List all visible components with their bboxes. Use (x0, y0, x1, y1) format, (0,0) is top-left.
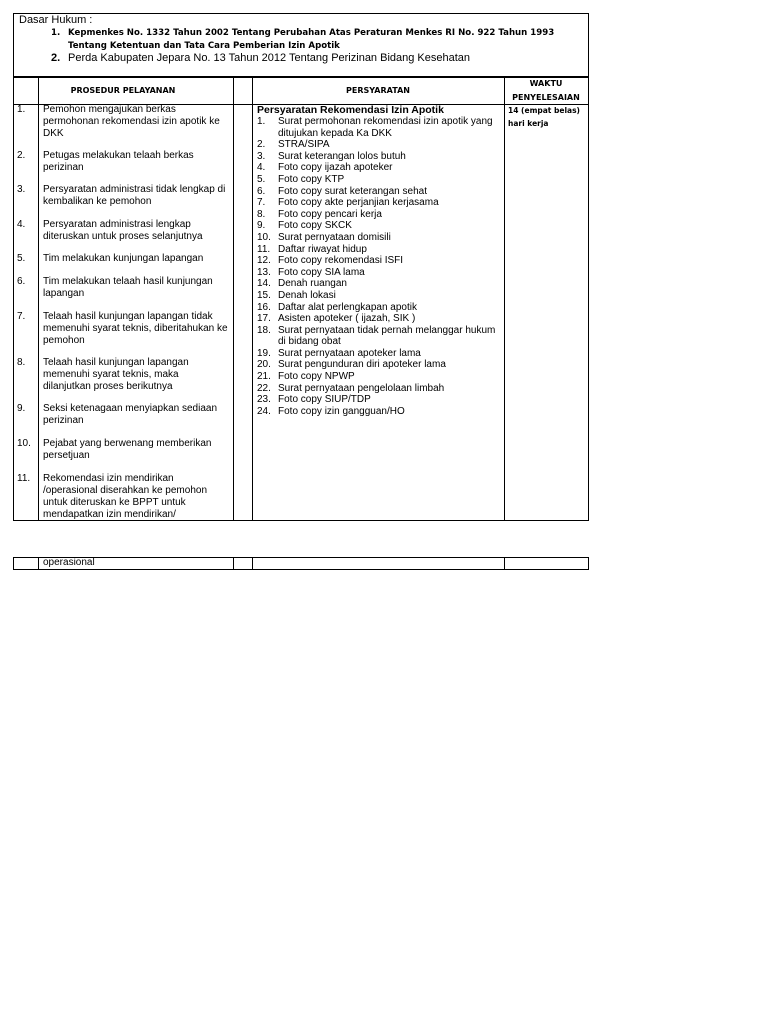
requirement-item (257, 325, 505, 348)
requirement-text: Asisten apoteker ( ijazah, SIK ) (278, 313, 416, 325)
requirement-item (257, 302, 505, 314)
requirement-text: Denah lokasi (278, 289, 336, 301)
requirement-number: 23. (257, 394, 271, 406)
requirement-number: 13. (257, 266, 271, 278)
requirement-number: 11. (257, 243, 271, 255)
requirement-item (257, 267, 505, 279)
table-border (588, 77, 589, 521)
step-text: Rekomendasi izin mendirikan /operasional diserahkan ke pemohon untuk diteruskan ke BPPT untuk mendapatkan izin mendirikan/ (43, 473, 207, 520)
table-border (252, 77, 253, 521)
table-border (13, 77, 14, 521)
step-number: 8. (17, 357, 26, 368)
step-text: Pejabat yang berwenang memberikan persetjuan (43, 438, 212, 461)
step-number: 4. (17, 219, 26, 230)
requirement-number: 6. (257, 185, 266, 197)
requirement-number: 18. (257, 324, 271, 336)
requirement-number: 3. (257, 150, 266, 162)
legal-basis-text: Kepmenkes No. 1332 Tahun 2002 Tentang Perubahan Atas Peraturan Menkes RI No. 922 Tahun 1993 Tentang Ketentuan dan Tata Cara Pemberian Izin Apotik (68, 28, 555, 51)
requirement-number: 4. (257, 162, 266, 174)
requirement-number: 19. (257, 347, 271, 359)
step-text: Persyaratan administrasi lengkap diteruskan untuk proses selanjutnya (43, 219, 203, 242)
requirement-text: Daftar alat perlengkapan apotik (278, 301, 417, 313)
completion-time: 14 (empat belas) hari kerja (508, 106, 580, 128)
requirement-item (257, 139, 505, 151)
requirement-text: Foto copy KTP (278, 173, 345, 185)
requirement-item (257, 255, 505, 267)
legal-basis-number: 1. (51, 28, 61, 38)
requirement-text: Surat keterangan lolos butuh (278, 150, 406, 162)
requirement-text: Surat permohonan rekomendasi izin apotik yang ditujukan kepada Ka DKK (278, 116, 493, 139)
requirement-number: 14. (257, 278, 271, 290)
requirement-text: Foto copy izin gangguan/HO (278, 405, 405, 417)
table-border (13, 569, 589, 570)
requirement-text: Surat pernyataan tidak pernah melanggar hukum di bidang obat (278, 324, 496, 348)
requirement-text: Foto copy NPWP (278, 371, 355, 383)
step-text: Telaah hasil kunjungan lapangan tidak memenuhi syarat teknis, diberitahukan ke pemohon (43, 311, 228, 346)
requirements-title: Persyaratan Rekomendasi Izin Apotik (257, 104, 444, 116)
step-number: 2. (17, 150, 26, 161)
requirement-item (257, 162, 505, 174)
requirement-number: 12. (257, 255, 271, 267)
requirement-number: 2. (257, 139, 266, 151)
legal-basis-box (13, 13, 589, 77)
requirement-text: Surat pernyataan pengelolaan limbah (278, 382, 445, 394)
legal-basis-item (51, 52, 576, 65)
requirement-number: 17. (257, 313, 271, 325)
requirement-number: 15. (257, 289, 271, 301)
requirement-text: Foto copy rekomendasi ISFI (278, 255, 404, 267)
step-text: Petugas melakukan telaah berkas perizinan (43, 150, 194, 173)
requirement-item (257, 174, 505, 186)
table-border (38, 77, 39, 521)
step-number: 10. (17, 438, 31, 449)
step-number: 3. (17, 184, 26, 195)
requirement-text: Foto copy ijazah apoteker (278, 162, 393, 174)
requirement-item (257, 348, 505, 360)
requirement-item (257, 383, 505, 395)
requirement-item (257, 220, 505, 232)
requirement-text: Surat pernyataan apoteker lama (278, 347, 421, 359)
requirement-text: Foto copy SKCK (278, 220, 352, 232)
requirement-item (257, 394, 505, 406)
requirement-text: Surat pernyataan domisili (278, 231, 391, 243)
requirement-text: Surat pengunduran diri apoteker lama (278, 359, 446, 371)
requirement-item (257, 313, 505, 325)
step-text: Persyaratan administrasi tidak lengkap di kembalikan ke pemohon (43, 184, 226, 207)
requirement-item (257, 209, 505, 221)
column-header-time: WAKTU PENYELESAIAN (512, 78, 580, 102)
requirement-item (257, 232, 505, 244)
requirement-text: Foto copy pencari kerja (278, 208, 382, 220)
step-text: Tim melakukan kunjungan lapangan (43, 253, 204, 264)
requirement-number: 20. (257, 359, 271, 371)
table-border (233, 77, 234, 521)
requirement-number: 24. (257, 405, 271, 417)
table-border (13, 557, 589, 558)
requirement-text: Daftar riwayat hidup (278, 243, 367, 255)
step-number: 11. (17, 473, 31, 484)
requirement-text: Foto copy akte perjanjian kerjasama (278, 197, 439, 209)
legal-basis-text: Perda Kabupaten Jepara No. 13 Tahun 2012 Tentang Perizinan Bidang Kesehatan (68, 52, 471, 64)
requirement-item (257, 371, 505, 383)
step-text: Seksi ketenagaan menyiapkan sediaan perizinan (43, 403, 218, 426)
continuation-text: operasional (43, 557, 95, 568)
requirement-number: 10. (257, 231, 271, 243)
step-text: Telaah hasil kunjungan lapangan memenuhi syarat teknis, maka dilanjutkan proses berikutnya (43, 357, 189, 392)
column-header-procedure: PROSEDUR PELAYANAN (70, 85, 176, 95)
requirement-number: 8. (257, 208, 266, 220)
requirement-item (257, 151, 505, 163)
requirement-number: 22. (257, 382, 271, 394)
requirement-item (257, 406, 505, 418)
requirement-number: 16. (257, 301, 271, 313)
legal-basis-number: 2. (51, 52, 61, 64)
requirement-number: 1. (257, 116, 266, 127)
step-number: 7. (17, 311, 26, 322)
requirement-item (257, 116, 505, 139)
requirement-item (257, 290, 505, 302)
legal-basis-item (51, 27, 576, 53)
requirement-number: 5. (257, 173, 266, 185)
requirement-item (257, 359, 505, 371)
step-number: 9. (17, 403, 26, 414)
step-text: Tim melakukan telaah hasil kunjungan lapangan (43, 276, 213, 299)
requirement-number: 9. (257, 220, 266, 232)
column-header-requirements: PERSYARATAN (346, 85, 410, 95)
requirement-text: Foto copy surat keterangan sehat (278, 185, 427, 197)
continuation-row (13, 557, 589, 570)
requirements-list (257, 116, 505, 417)
requirement-text: Foto copy SIUP/TDP (278, 394, 371, 406)
requirement-text: Denah ruangan (278, 278, 347, 290)
requirement-item (257, 278, 505, 290)
requirement-text: Foto copy SIA lama (278, 266, 365, 278)
legal-basis-title: Dasar Hukum : (19, 14, 93, 26)
requirement-number: 21. (257, 371, 271, 383)
requirement-item (257, 186, 505, 198)
requirement-item (257, 197, 505, 209)
procedure-table (13, 77, 589, 521)
requirement-text: STRA/SIPA (278, 139, 330, 151)
requirement-item (257, 244, 505, 256)
step-text: Pemohon mengajukan berkas permohonan rekomendasi izin apotik ke DKK (43, 104, 220, 139)
step-number: 6. (17, 276, 26, 287)
step-number: 1. (17, 104, 26, 115)
step-number: 5. (17, 253, 26, 264)
requirement-number: 7. (257, 197, 266, 209)
